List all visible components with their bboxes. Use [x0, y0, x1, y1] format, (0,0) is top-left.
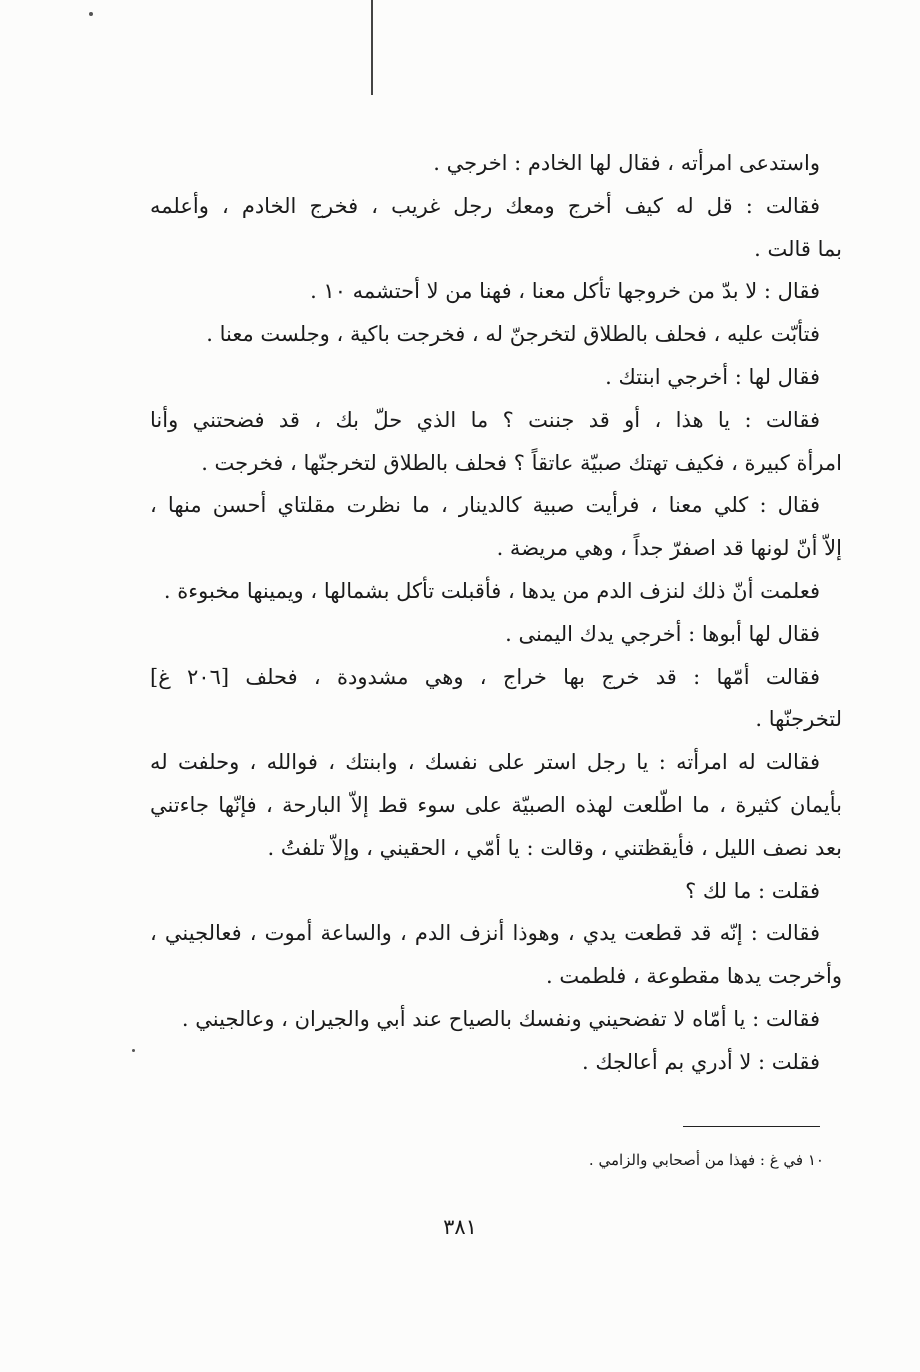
- binding-fold-line: [371, 0, 373, 95]
- text-line: فقالت : إنّه قد قطعت يدي ، وهوذا أنزف الدم ، والساعة أموت ، فعالجيني ،: [150, 921, 820, 946]
- text-line: إلاّ أنّ لونها قد اصفرّ جداً ، وهي مريضة .: [496, 536, 842, 561]
- text-line: امرأة كبيرة ، فكيف تهتك صبيّة عاتقاً ؟ فحلف بالطلاق لتخرجنّها ، فخرجت .: [201, 450, 842, 475]
- text-line: فقلت : لا أدري بم أعالجك .: [581, 1049, 820, 1074]
- text-line: بعد نصف الليل ، فأيقظتني ، وقالت : يا أمّي ، الحقيني ، وإلاّ تلفتُ .: [267, 835, 842, 860]
- text-line: فقال لها أبوها : أخرجي يدك اليمنى .: [505, 621, 820, 646]
- text-line: فقالت أمّها : قد خرج بها خراج ، وهي مشدودة ، فحلف [٢٠٦ غ]: [150, 664, 820, 689]
- text-line: لتخرجنّها .: [755, 707, 842, 732]
- text-line: فقالت : قل له كيف أخرج ومعك رجل غريب ، فخرج الخادم ، وأعلمه: [150, 193, 820, 218]
- text-line: فتأبّت عليه ، فحلف بالطلاق لتخرجنّ له ، فخرجت باكية ، وجلست معنا .: [206, 322, 820, 347]
- footnote-divider: [683, 1126, 820, 1127]
- text-line: فقالت : يا هذا ، أو قد جننت ؟ ما الذي حلّ بك ، قد فضحتني وأنا: [150, 407, 820, 432]
- text-line: فقال : لا بدّ من خروجها تأكل معنا ، فهنا من لا أحتشمه ١٠ .: [310, 279, 820, 304]
- footnote: ١٠ في غ : فهذا من أصحابي والزامي .: [588, 1151, 824, 1169]
- text-line: فقال : كلي معنا ، فرأيت صبية كالدينار ، ما نظرت مقلتاي أحسن منها ،: [150, 493, 820, 518]
- main-text: [150, 142, 842, 1084]
- text-line: فقالت : يا أمّاه لا تفضحيني ونفسك بالصياح عند أبي والجيران ، وعالجيني .: [181, 1006, 820, 1031]
- text-line: فقلت : ما لك ؟: [685, 878, 820, 903]
- text-line: بأيمان كثيرة ، ما اطّلعت لهذه الصبيّة على سوء قط إلاّ البارحة ، فإنّها جاءتني: [150, 792, 842, 817]
- text-line: وأخرجت يدها مقطوعة ، فلطمت .: [545, 964, 842, 989]
- text-line: بما قالت .: [754, 236, 842, 261]
- text-line: فقالت له امرأته : يا رجل استر على نفسك ، وابنتك ، فوالله ، وحلفت له: [150, 750, 821, 775]
- text-line: واستدعى امرأته ، فقال لها الخادم : اخرجي .: [433, 151, 820, 175]
- scan-speck: [132, 1049, 135, 1052]
- page-number: ٣٨١: [443, 1215, 477, 1239]
- text-line: فقال لها : أخرجي ابنتك .: [605, 364, 820, 389]
- text-line: فعلمت أنّ ذلك لنزف الدم من يدها ، فأقبلت تأكل بشمالها ، ويمينها مخبوءة .: [163, 578, 820, 603]
- scan-speck: [89, 12, 93, 16]
